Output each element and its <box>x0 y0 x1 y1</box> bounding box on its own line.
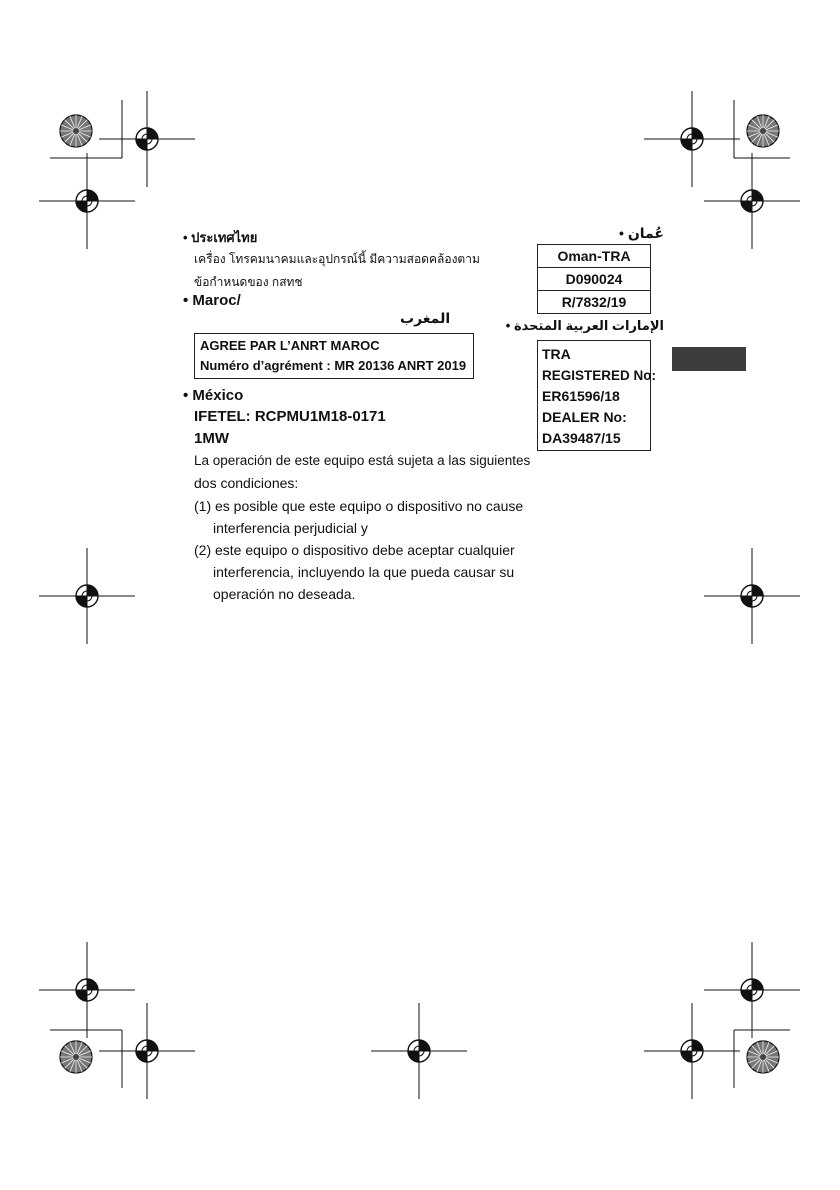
morocco-box-line-2: Numéro d’agrément : MR 20136 ANRT 2019 <box>200 358 467 373</box>
oman-cell-2: D090024 <box>538 268 650 291</box>
language-tab <box>672 347 746 371</box>
oman-cell-3: R/7832/19 <box>561 294 627 310</box>
morocco-heading: • Maroc/ <box>183 292 241 309</box>
uae-approval-box <box>537 340 657 451</box>
uae-box-line-4: DEALER No: <box>542 409 627 425</box>
mexico-ifetel: IFETEL: RCPMU1M18-0171 <box>194 408 386 425</box>
mexico-para-line-6: interferencia, incluyendo la que pueda causar su <box>213 564 515 580</box>
morocco-approval-box <box>194 333 474 379</box>
oman-cell-1: Oman-TRA <box>538 245 650 268</box>
mexico-para-line-3: (1) es posible que este equipo o dispositivo no cause <box>194 498 524 514</box>
uae-heading: الإمارات العربية المتحدة • <box>505 318 664 333</box>
uae-box-line-3: ER61596/18 <box>542 388 620 404</box>
thailand-heading: • ประเทศไทย <box>183 230 258 245</box>
oman-heading: عُمان • <box>619 225 664 241</box>
mexico-para-line-5: (2) este equipo o dispositivo debe aceptar cualquier <box>194 542 515 558</box>
mexico-power: 1MW <box>194 430 229 447</box>
mexico-para-line-4: interferencia perjudicial y <box>213 520 368 536</box>
oman-approval-box <box>537 244 651 314</box>
mexico-para-line-2: dos condiciones: <box>194 475 299 491</box>
uae-box-line-1: TRA <box>542 346 571 362</box>
uae-box-line-2: REGISTERED No: <box>542 368 657 383</box>
thailand-line-1: เครื่อง โทรคมนาคมและอุปกรณ์นี้ มีความสอดคล้องตาม <box>194 252 480 266</box>
morocco-heading-arabic: المغرب <box>400 310 451 326</box>
mexico-heading: • México <box>183 387 244 404</box>
morocco-box-line-1: AGREE PAR L’ANRT MAROC <box>200 338 380 353</box>
thailand-line-2: ข้อกำหนดของ กสทช <box>194 275 303 289</box>
uae-box-line-5: DA39487/15 <box>542 430 621 446</box>
mexico-para-line-1: La operación de este equipo está sujeta a las siguientes <box>194 453 531 468</box>
mexico-para-line-7: operación no deseada. <box>213 586 356 602</box>
